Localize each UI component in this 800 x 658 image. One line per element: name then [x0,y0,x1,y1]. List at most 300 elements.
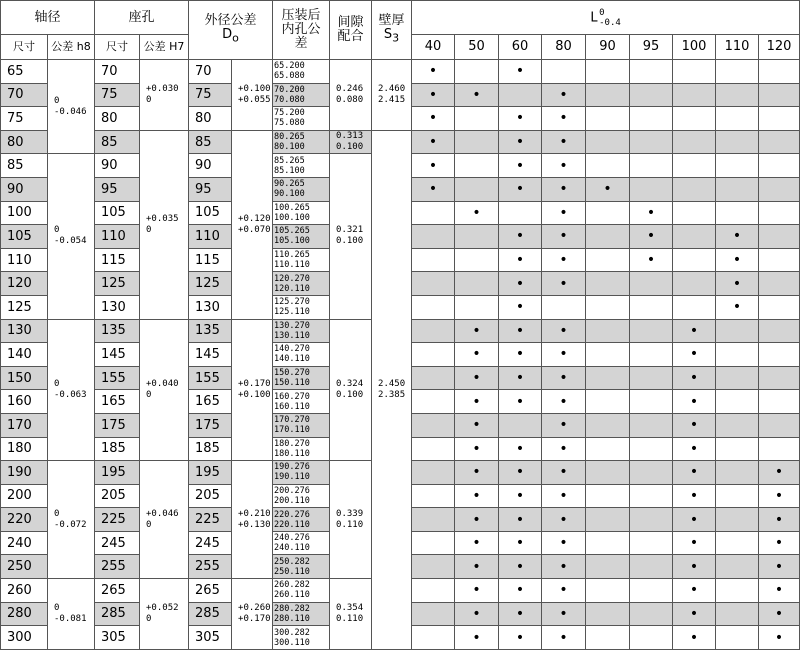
length-mark-100: • [673,484,716,508]
length-mark-40 [412,413,455,437]
press-fit-value: 125.110 [274,307,310,318]
outer-tolerance-line: +0.100 [238,83,271,94]
length-mark-90 [586,107,630,131]
length-mark-90 [586,602,630,626]
table-row [1,60,800,84]
length-mark-90 [586,508,630,532]
press-fit-value: 200.276 [274,485,310,496]
clearance-fit-line: 0.339 [336,508,364,519]
shaft-size: 65 [1,60,48,84]
length-mark-95 [630,343,673,367]
length-mark-120 [759,107,800,131]
length-mark-50: • [455,201,499,225]
seat-tolerance [140,461,189,579]
length-mark-60: • [499,295,542,319]
clearance-fit-line: 0.246 [336,83,364,94]
press-fit-tolerance [273,484,330,508]
length-mark-80: • [542,626,586,650]
shaft-size: 180 [1,437,48,461]
clearance-fit-line: 0.110 [336,519,364,530]
length-mark-120 [759,201,800,225]
length-mark-60: • [499,343,542,367]
press-fit-tolerance [273,437,330,461]
length-mark-120 [759,413,800,437]
seat-size: 115 [95,248,140,272]
length-mark-90 [586,461,630,485]
length-mark-110 [716,413,759,437]
press-fit-value: 180.110 [274,448,310,459]
length-mark-50: • [455,437,499,461]
outer-diameter: 135 [189,319,232,343]
shaft-tolerance-line: 0 [54,378,60,389]
clearance-fit-line: 0.100 [336,142,364,153]
seat-size: 85 [95,130,140,154]
seat-tolerance [140,319,189,461]
length-mark-120 [759,437,800,461]
length-mark-100: • [673,508,716,532]
length-mark-80: • [542,130,586,154]
outer-diameter: 155 [189,366,232,390]
shaft-size: 70 [1,83,48,107]
length-mark-40 [412,343,455,367]
length-mark-40 [412,461,455,485]
outer-diameter: 75 [189,83,232,107]
outer-diameter: 125 [189,272,232,296]
clearance-fit-line: 0.313 [336,131,364,142]
length-mark-95 [630,390,673,414]
length-mark-100: • [673,366,716,390]
shaft-tolerance-line: -0.054 [54,236,87,247]
shaft-tolerance-line: 0 [54,225,60,236]
press-fit-value: 110.110 [274,260,310,271]
length-mark-50 [455,225,499,249]
length-mark-110 [716,390,759,414]
length-mark-95 [630,437,673,461]
shaft-size: 110 [1,248,48,272]
length-mark-95 [630,602,673,626]
seat-size: 245 [95,531,140,555]
length-mark-90 [586,366,630,390]
shaft-tolerance-line: -0.081 [54,613,87,624]
length-mark-110 [716,602,759,626]
press-fit-tolerance [273,602,330,626]
press-fit-value: 105.265 [274,226,310,237]
length-mark-90 [586,390,630,414]
length-mark-95 [630,272,673,296]
length-mark-110 [716,83,759,107]
press-fit-tolerance [273,531,330,555]
header-shaft: 轴径 [1,1,95,35]
length-mark-80: • [542,319,586,343]
length-col-110: 110 [716,35,759,60]
length-mark-50: • [455,484,499,508]
seat-size: 80 [95,107,140,131]
length-mark-110 [716,130,759,154]
wall-thickness [372,60,412,131]
length-mark-95 [630,366,673,390]
press-fit-value: 65.080 [274,71,305,82]
length-mark-60: • [499,60,542,84]
clearance-fit-line: 0.110 [336,613,364,624]
press-fit-tolerance [273,177,330,201]
length-mark-100 [673,272,716,296]
shaft-size: 120 [1,272,48,296]
length-mark-95 [630,130,673,154]
press-fit-value: 190.276 [274,462,310,473]
length-mark-50: • [455,319,499,343]
outer-diameter: 110 [189,225,232,249]
shaft-tolerance [48,461,95,579]
seat-tolerance-line: 0 [146,94,152,105]
clearance-fit [330,60,372,131]
press-fit-value: 260.282 [274,580,310,591]
length-mark-95 [630,484,673,508]
length-mark-95 [630,319,673,343]
length-mark-80: • [542,366,586,390]
length-mark-50 [455,295,499,319]
length-mark-80: • [542,555,586,579]
seat-size: 255 [95,555,140,579]
length-mark-90 [586,154,630,178]
shaft-size: 160 [1,390,48,414]
clearance-fit [330,319,372,461]
length-mark-95 [630,107,673,131]
length-mark-100: • [673,461,716,485]
seat-size: 195 [95,461,140,485]
outer-tolerance-line: +0.170 [238,613,271,624]
shaft-size: 300 [1,626,48,650]
outer-diameter: 285 [189,602,232,626]
press-fit-value: 120.270 [274,273,310,284]
length-mark-110: • [716,248,759,272]
press-fit-value: 85.100 [274,165,305,176]
length-mark-50 [455,60,499,84]
length-mark-110 [716,366,759,390]
length-mark-120 [759,225,800,249]
outer-diameter: 70 [189,60,232,84]
length-col-80: 80 [542,35,586,60]
press-fit-value: 80.100 [274,142,305,153]
press-fit-value: 150.110 [274,378,310,389]
length-mark-120 [759,343,800,367]
length-mark-60: • [499,602,542,626]
length-mark-50 [455,154,499,178]
length-mark-120 [759,130,800,154]
outer-diameter: 95 [189,177,232,201]
seat-size: 265 [95,579,140,603]
length-col-120: 120 [759,35,800,60]
length-mark-110 [716,531,759,555]
shaft-tolerance-line: 0 [54,508,60,519]
header-shaft-tol: 公差 h8 [48,35,95,60]
press-fit-tolerance [273,248,330,272]
press-fit-tolerance [273,60,330,84]
length-mark-60: • [499,366,542,390]
length-mark-40 [412,201,455,225]
length-mark-90 [586,579,630,603]
shaft-size: 150 [1,366,48,390]
length-mark-40: • [412,60,455,84]
press-fit-tolerance [273,154,330,178]
length-mark-40: • [412,154,455,178]
outer-tolerance-line: +0.210 [238,508,271,519]
length-mark-80 [542,295,586,319]
seat-tolerance [140,60,189,131]
length-mark-80 [542,60,586,84]
outer-tol-symbol: $D_o$ [222,27,239,45]
length-mark-95 [630,461,673,485]
length-mark-90 [586,484,630,508]
outer-tolerance [232,461,273,579]
seat-size: 145 [95,343,140,367]
length-mark-120 [759,319,800,343]
seat-tolerance-line: +0.035 [146,213,179,224]
shaft-size: 100 [1,201,48,225]
press-fit-value: 170.110 [274,425,310,436]
clearance-fit [330,154,372,319]
seat-size: 95 [95,177,140,201]
shaft-size: 280 [1,602,48,626]
length-mark-95 [630,531,673,555]
length-mark-60: • [499,130,542,154]
length-mark-40 [412,225,455,249]
length-mark-100 [673,201,716,225]
length-mark-110 [716,579,759,603]
length-mark-95: • [630,201,673,225]
length-mark-40: • [412,107,455,131]
length-mark-50: • [455,531,499,555]
length-mark-100 [673,130,716,154]
length-mark-80: • [542,531,586,555]
seat-size: 125 [95,272,140,296]
outer-diameter: 225 [189,508,232,532]
clearance-fit [330,579,372,650]
length-mark-50: • [455,626,499,650]
press-fit-value: 300.282 [274,627,310,638]
header-clearance: 间隙 配合 [330,1,372,60]
press-fit-value: 300.110 [274,637,310,648]
shaft-tolerance [48,579,95,650]
press-fit-value: 160.270 [274,391,310,402]
length-mark-120 [759,366,800,390]
length-mark-90 [586,437,630,461]
length-mark-50: • [455,461,499,485]
seat-tolerance-line: +0.052 [146,602,179,613]
press-fit-tolerance [273,390,330,414]
seat-size: 70 [95,60,140,84]
length-mark-80: • [542,413,586,437]
length-mark-80: • [542,201,586,225]
shaft-tolerance-line: -0.063 [54,389,87,400]
length-mark-90 [586,555,630,579]
press-fit-tolerance [273,83,330,107]
length-mark-40 [412,579,455,603]
length-mark-95 [630,413,673,437]
length-col-50: 50 [455,35,499,60]
length-mark-40 [412,295,455,319]
header-wall: 壁厚 $S_3$ [372,1,412,60]
length-mark-90 [586,531,630,555]
length-mark-60: • [499,225,542,249]
length-mark-40 [412,366,455,390]
header-seat-size: 尺寸 [95,35,140,60]
press-fit-value: 280.110 [274,613,310,624]
outer-tolerance-line: +0.100 [238,389,271,400]
length-mark-50 [455,248,499,272]
length-mark-90 [586,248,630,272]
length-mark-50: • [455,555,499,579]
seat-size: 105 [95,201,140,225]
length-mark-60: • [499,531,542,555]
length-mark-40 [412,508,455,532]
press-fit-value: 250.110 [274,566,310,577]
outer-diameter: 115 [189,248,232,272]
press-fit-value: 130.110 [274,330,310,341]
length-col-60: 60 [499,35,542,60]
wall-thickness-line: 2.385 [378,389,406,400]
clearance-fit-line: 0.321 [336,225,364,236]
length-mark-110 [716,107,759,131]
length-mark-50: • [455,413,499,437]
length-mark-60: • [499,508,542,532]
shaft-tolerance [48,319,95,461]
length-mark-50 [455,130,499,154]
length-mark-100: • [673,437,716,461]
length-mark-60: • [499,437,542,461]
length-col-100: 100 [673,35,716,60]
header-seat: 座孔 [95,1,189,35]
wall-thickness-line: 2.450 [378,378,406,389]
outer-diameter: 245 [189,531,232,555]
outer-diameter: 85 [189,130,232,154]
length-mark-60: • [499,390,542,414]
outer-diameter: 130 [189,295,232,319]
length-mark-50: • [455,579,499,603]
length-mark-110: • [716,225,759,249]
outer-diameter: 265 [189,579,232,603]
press-fit-tolerance [273,272,330,296]
shaft-size: 90 [1,177,48,201]
length-col-95: 95 [630,35,673,60]
length-mark-90 [586,626,630,650]
press-fit-tolerance [273,130,330,154]
seat-tolerance-line: +0.040 [146,378,179,389]
length-mark-110 [716,626,759,650]
length-mark-80: • [542,390,586,414]
length-mark-50: • [455,83,499,107]
length-mark-110 [716,319,759,343]
seat-tolerance-line: 0 [146,613,152,624]
length-mark-80: • [542,461,586,485]
length-mark-60 [499,83,542,107]
press-fit-value: 90.265 [274,179,305,190]
length-mark-60: • [499,461,542,485]
press-fit-tolerance [273,461,330,485]
shaft-size: 130 [1,319,48,343]
outer-diameter: 145 [189,343,232,367]
press-fit-tolerance [273,366,330,390]
length-mark-60 [499,201,542,225]
length-mark-50: • [455,390,499,414]
shaft-size: 75 [1,107,48,131]
length-mark-90 [586,225,630,249]
length-mark-60: • [499,107,542,131]
press-fit-value: 105.100 [274,236,310,247]
outer-diameter: 205 [189,484,232,508]
clearance-fit-line: 0.324 [336,378,364,389]
press-fit-value: 200.110 [274,495,310,506]
length-mark-90 [586,130,630,154]
length-mark-100: • [673,319,716,343]
press-fit-value: 75.080 [274,118,305,129]
length-mark-90 [586,83,630,107]
length-mark-100: • [673,555,716,579]
length-mark-90 [586,60,630,84]
shaft-size: 105 [1,225,48,249]
press-fit-value: 220.276 [274,509,310,520]
outer-diameter: 165 [189,390,232,414]
length-mark-90 [586,201,630,225]
outer-diameter: 105 [189,201,232,225]
length-mark-100: • [673,343,716,367]
press-fit-value: 110.265 [274,250,310,261]
outer-tolerance-line: +0.170 [238,378,271,389]
length-mark-60: • [499,626,542,650]
shaft-tolerance-line: -0.072 [54,519,87,530]
press-fit-value: 160.110 [274,401,310,412]
length-mark-90 [586,319,630,343]
length-mark-95 [630,177,673,201]
shaft-size: 125 [1,295,48,319]
shaft-size: 80 [1,130,48,154]
seat-size: 205 [95,484,140,508]
length-mark-120: • [759,484,800,508]
outer-tolerance [232,60,273,131]
seat-size: 75 [95,83,140,107]
press-fit-tolerance [273,579,330,603]
length-mark-120 [759,272,800,296]
length-mark-120: • [759,579,800,603]
length-mark-95 [630,154,673,178]
press-fit-value: 170.270 [274,415,310,426]
length-mark-80: • [542,107,586,131]
length-mark-120: • [759,531,800,555]
seat-size: 305 [95,626,140,650]
length-mark-110 [716,343,759,367]
press-fit-tolerance [273,413,330,437]
outer-tolerance-line: +0.260 [238,602,271,613]
shaft-tolerance [48,154,95,319]
length-mark-90 [586,413,630,437]
press-fit-value: 120.110 [274,283,310,294]
length-mark-50: • [455,602,499,626]
length-mark-80: • [542,272,586,296]
length-mark-40 [412,602,455,626]
length-mark-95 [630,60,673,84]
length-mark-110 [716,154,759,178]
press-fit-value: 240.276 [274,533,310,544]
length-mark-100 [673,60,716,84]
clearance-fit [330,130,372,154]
seat-tolerance-line: 0 [146,519,152,530]
length-mark-90 [586,272,630,296]
press-fit-value: 100.100 [274,212,310,223]
shaft-tolerance-line: 0 [54,602,60,613]
press-fit-value: 70.080 [274,94,305,105]
press-fit-tolerance [273,508,330,532]
length-mark-120 [759,248,800,272]
length-mark-120: • [759,626,800,650]
